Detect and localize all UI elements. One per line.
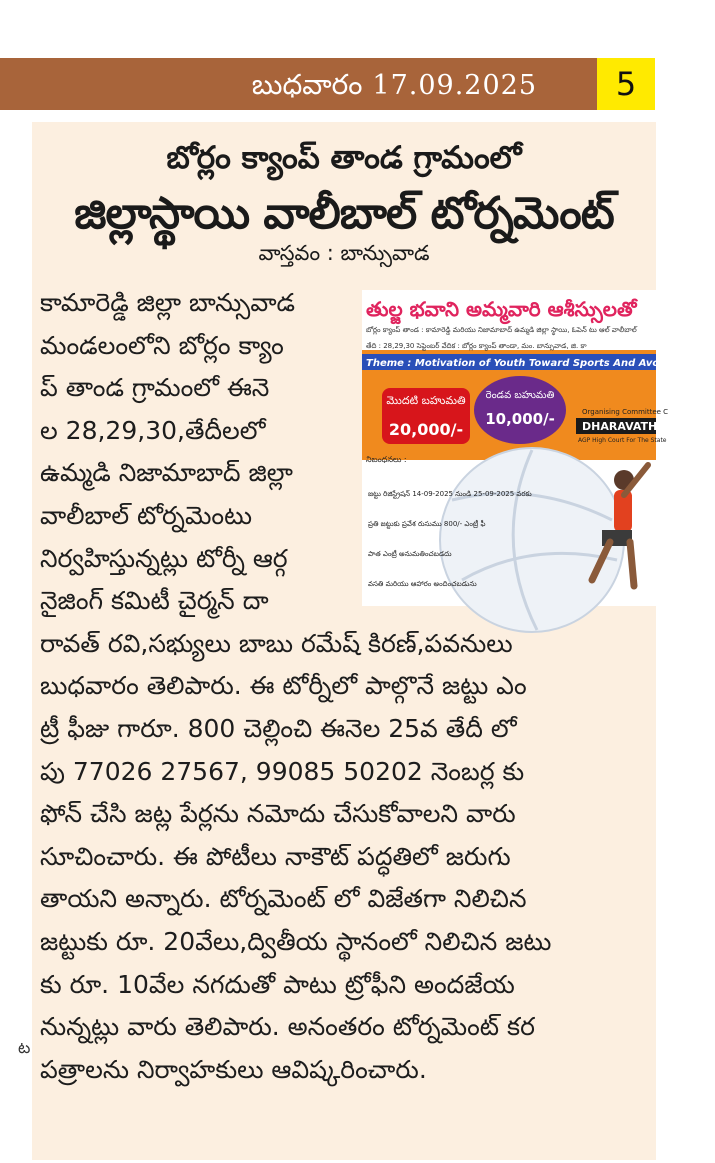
first-prize-label: మొదటి బహుమతి: [386, 394, 466, 407]
article-byline: వాస్తవం : బాన్సువాడ: [258, 241, 430, 265]
poster-date-line: తేది : 28,29,30 సెప్టెంబర్ వేదిక : బోర్లం క్యాంప్ తాండా, మం. బాన్సువాడ, జి. కా: [366, 342, 587, 350]
body-line: మండలంలోని బోర్లం క్యాం: [40, 330, 284, 360]
body-line: వాలీబాల్ టోర్నమెంటు: [40, 500, 253, 530]
body-line: సూచించారు. ఈ పోటీలు నాకౌట్ పద్ధతిలో జరుగు: [40, 841, 511, 871]
body-line: పత్రాలను నిర్వాహకులు ఆవిష్కరించారు.: [40, 1054, 427, 1084]
poster-theme-text: Theme : Motivation of Youth Toward Sports And Avoid Li: [366, 358, 684, 369]
poster-subline: బోర్లం క్యాంప్ తాండ : కామారెడ్డి మరియు నిజామాబాద్ ఉమ్మడి జిల్లా స్థాయి, ఓపెన్ టు ఆల్ వాలీబాల్: [366, 326, 637, 334]
first-prize-amount: 20,000/-: [388, 420, 464, 439]
body-line: తాయని అన్నారు. టోర్నమెంట్ లో విజేతగా నిలిచిన: [40, 884, 527, 914]
body-line: ప్ తాండ గ్రామంలో ఈనె: [40, 373, 270, 403]
article-kicker: బోర్లం క్యాంప్ తాండ గ్రామంలో: [166, 140, 522, 176]
header-date: 17.09.2025: [372, 70, 537, 101]
article-headline: జిల్లాస్థాయి వాలీబాల్ టోర్నమెంట్: [74, 188, 614, 239]
body-line: జట్టుకు రూ. 20వేలు,ద్వితీయ స్థానంలో నిలిచిన జటు: [40, 926, 552, 956]
second-prize-label: రెండవ బహుమతి: [485, 390, 555, 401]
body-line: కు రూ. 10వేల నగదుతో పాటు ట్రోఫీని అందజేయ: [40, 969, 515, 999]
rule-item: వసతి మరియు ఆహారం అందించబడును: [368, 580, 477, 588]
organizer-role: AGP High Court For The State: [578, 437, 667, 444]
body-line: బుధవారం తెలిపారు. ఈ టోర్నీలో పాల్గొనే జట్టు ఎం: [40, 671, 527, 701]
page-number-badge: 5: [597, 58, 655, 110]
body-line: కామారెడ్డి జిల్లా బాన్సువాడ: [40, 288, 296, 317]
body-line: నున్నట్లు వారు తెలిపారు. అనంతరం టోర్నమెంట్ కర: [40, 1012, 535, 1042]
volleyball-graphic: [440, 448, 624, 632]
page-header-bar: [0, 58, 597, 110]
body-line: ల 28,29,30,తేదీలలో: [40, 415, 266, 445]
header-date-line: [252, 68, 537, 108]
news-article: [32, 122, 684, 1160]
rules-heading: నిబంధనలు :: [366, 455, 407, 464]
organizer-name: DHARAVATH: [582, 420, 658, 433]
body-line: ఫోన్ చేసి జట్ల పేర్లను నమోదు చేసుకోవాలని వారు: [40, 799, 516, 829]
body-line: ట్రీ ఫీజు గారూ. 800 చెల్లించి ఈనెల 25వ తేదీ లో: [40, 713, 517, 743]
organizer-label: Organising Committee C: [582, 408, 669, 416]
tournament-poster-image: [362, 290, 684, 606]
stray-mark: ట: [18, 1038, 31, 1057]
body-line: ఉమ్మడి నిజామాబాద్ జిల్లా: [40, 458, 293, 488]
header-day: బుధవారం: [251, 68, 363, 101]
rule-item: జట్టు రిజిస్ట్రేషన్ 14-09-2025 నుండి 25-09-2025 వరకు: [368, 490, 532, 498]
body-line: పు 77026 27567, 99085 50202 నెంబర్ల కు: [40, 756, 525, 786]
second-prize-amount: 10,000/-: [485, 410, 555, 428]
rule-item: ప్రతి జట్టుకు ప్రవేశ రుసుము 800/- ఎంట్రీ ఫీ: [368, 520, 486, 528]
poster-title: తుల్జ భవాని అమ్మవారి ఆశీస్సులతో: [366, 297, 637, 321]
body-line: నైజింగ్ కమిటీ చైర్మన్ దా: [40, 586, 269, 616]
rule-item: పాత ఎంట్రీ అనుమతించబడదు: [368, 550, 452, 558]
body-line: రావత్ రవి,సభ్యులు బాబు రమేష్ కిరణ్,పవనులు: [40, 628, 513, 658]
body-line: నిర్వహిస్తున్నట్లు టోర్నీ ఆర్గ: [40, 543, 288, 573]
